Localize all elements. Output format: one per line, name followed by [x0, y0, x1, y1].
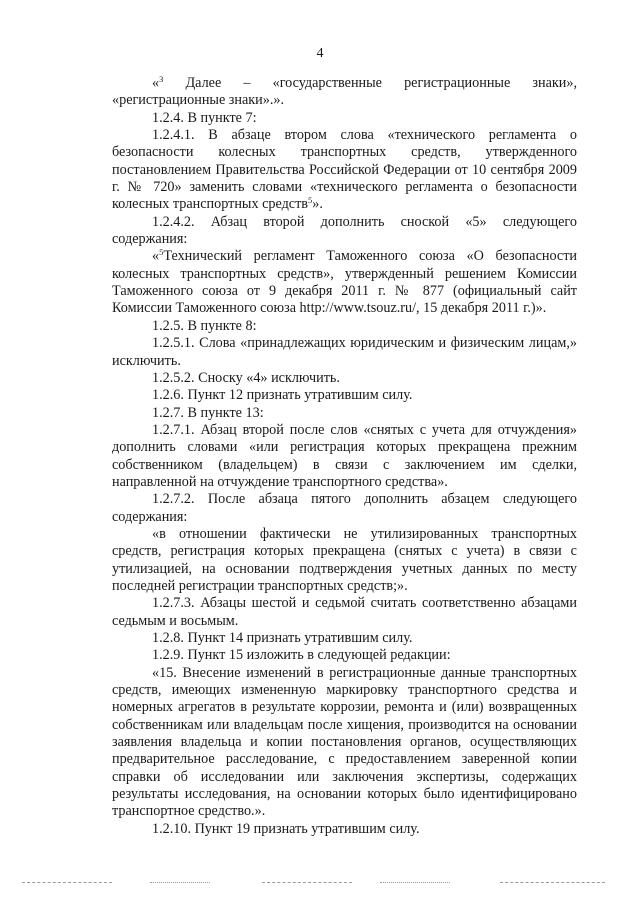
page-number: 4 [316, 46, 324, 61]
footnote-3-paragraph: «$^3$ Далее – «государственные регистрационные знаки», «регистрационные знаки».». [112, 74, 577, 109]
item-1-2-5: 1.2.5. В пункте 8: [152, 317, 257, 334]
scan-edge-line [262, 882, 352, 883]
item-1-2-7-1: 1.2.7.1. Абзац второй после слов «снятых с учета для отчуждения» дополнить словами «или регистрация которых прекращена прежним собственником (владельцем) в связи с заключением им сделки, направленной на отчуждение транспортного средства». [112, 421, 577, 490]
footnote-marker: 5 [308, 195, 313, 206]
scan-edge-line [22, 882, 112, 883]
scan-edge-line [150, 882, 210, 883]
item-1-2-5-1: 1.2.5.1. Слова «принадлежащих юридическим и физическим лицам,» исключить. [112, 335, 577, 369]
footnote-marker: 5 [159, 247, 164, 258]
document-body [112, 75, 577, 838]
item-1-2-7: 1.2.7. В пункте 13: [152, 404, 264, 421]
item-1-2-9: 1.2.9. Пункт 15 изложить в следующей редакции: [152, 647, 451, 664]
item-1-2-5-2: 1.2.5.2. Сноску «4» исключить. [152, 369, 340, 386]
scan-edge-line [380, 882, 450, 883]
item-1-2-10: 1.2.10. Пункт 19 признать утратившим силу. [152, 820, 420, 837]
item-1-2-4: 1.2.4. В пункте 7: [152, 109, 257, 126]
item-1-2-7-3: 1.2.7.3. Абзацы шестой и седьмой считать соответственно абзацами седьмым и восьмым. [112, 595, 577, 629]
scan-edge-line [500, 882, 605, 883]
item-15-new-wording: «15. Внесение изменений в регистрационные данные транспортных средств, имеющих измененную маркировку транспортного средства и номерных агрегатов в результате коррозии, ремонта и (или) возвращенных собственникам или владельцам после хищения, производится на основании заявления владельца и копии постановления органов, осуществляющих предварительное расследование, с предоставлением заверенной копии справки об исследовании или заключения экспертизы, содержащих результаты исследования, на основании которых было идентифицировано транспортное средство.». [112, 664, 577, 820]
item-1-2-8: 1.2.8. Пункт 14 признать утратившим силу. [152, 630, 413, 646]
item-1-2-4-1: 1.2.4.1. В абзаце втором слова «технического регламента о безопасности колесных транспортных средств, утвержденного постановлением Правительства Российской Федерации от 10 сентября 2009 г. № 720» заменить словами «технического регламента о безопасности колесных транспортных средств$^5$». [112, 127, 577, 213]
footnote-5-paragraph: «$^5$Технический регламент Таможенного союза «О безопасности колесных транспортных средств», утвержденный решением Комиссии Таможенного союза от 9 декабря 2011 г. № 877 (официальный сайт Комиссии Таможенного союза http://www.tsouz.ru/, 15 декабря 2011 г.)». [112, 247, 577, 317]
item-1-2-7-2: 1.2.7.2. После абзаца пятого дополнить абзацем следующего содержания: [112, 491, 577, 525]
footnote-marker: 3 [159, 74, 164, 84]
item-1-2-6: 1.2.6. Пункт 12 признать утратившим силу. [152, 387, 413, 404]
inserted-paragraph: «в отношении фактически не утилизированных транспортных средств, регистрация которых прекращена (снятых с учета) в связи с утилизацией, на основании подтверждения учетных данных по месту последней регистрации транспортных средств;». [112, 525, 577, 594]
item-1-2-4-2: 1.2.4.2. Абзац второй дополнить сноской «5» следующего содержания: [112, 213, 577, 248]
